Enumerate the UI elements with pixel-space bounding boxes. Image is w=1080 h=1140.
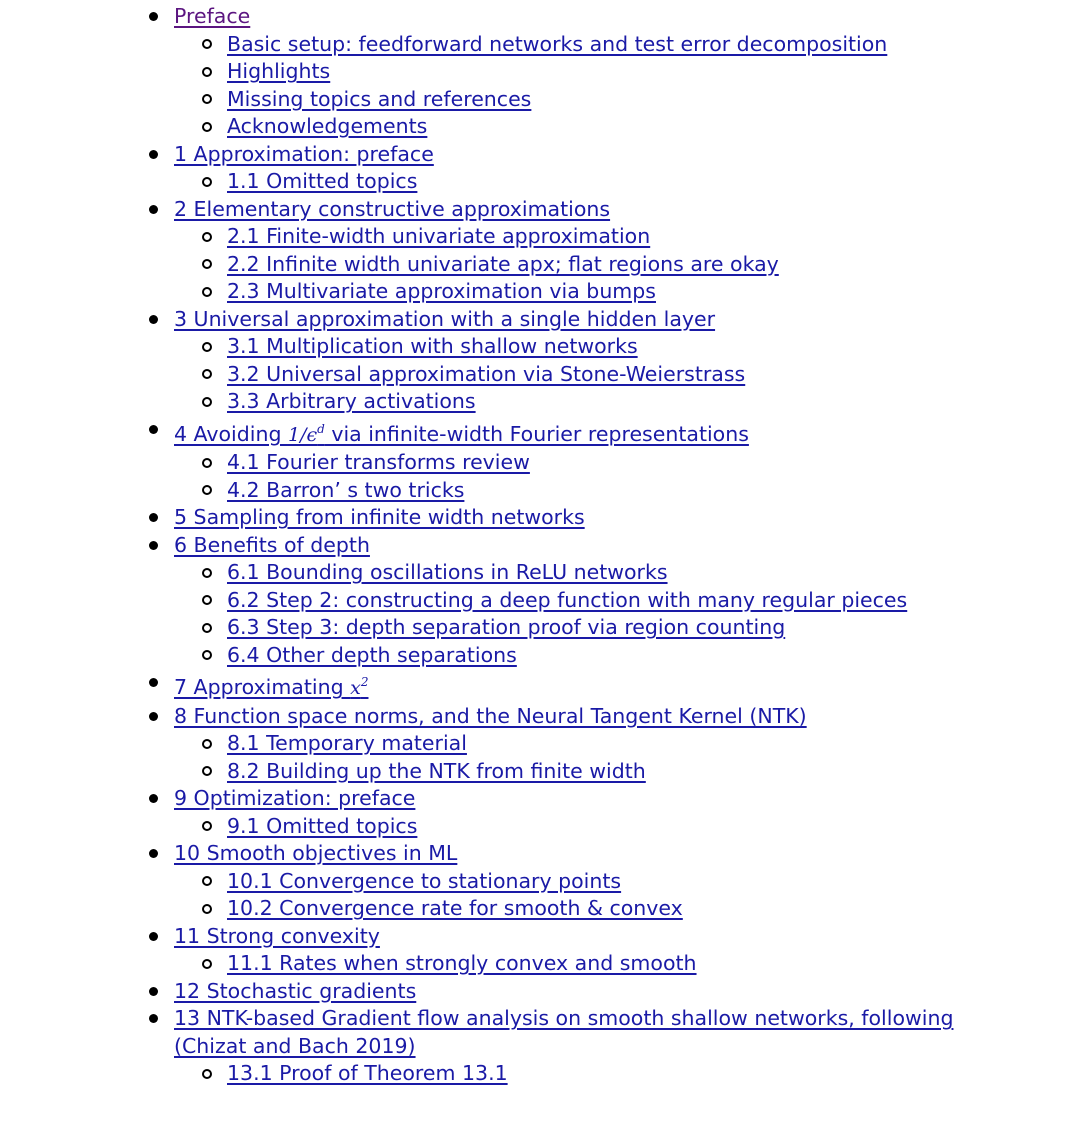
hollow-bullet-icon (202, 287, 212, 297)
math-superscript: d (317, 421, 325, 436)
toc-subsection-item (0, 113, 1000, 141)
filled-bullet-icon (149, 12, 158, 21)
hollow-bullet-icon (202, 568, 212, 578)
toc-section-5-link[interactable]: 5 Sampling from infinite width networks (174, 505, 585, 529)
toc-subsection-3-2-link[interactable]: 3.3 Arbitrary activations (227, 389, 476, 413)
hollow-bullet-icon (202, 485, 212, 495)
filled-bullet-icon (149, 513, 158, 522)
toc-section-item (0, 416, 1000, 450)
filled-bullet-icon (149, 1014, 158, 1023)
filled-bullet-icon (149, 425, 158, 434)
math-base: 1/ϵ (287, 423, 318, 446)
math-superscript: 2 (360, 675, 369, 689)
toc-subsection-4-1-link[interactable]: 4.2 Barron’ s two tricks (227, 477, 465, 502)
toc-subsection-10-1-link[interactable]: 10.2 Convergence rate for smooth & convex (227, 896, 683, 920)
toc-subsection-item (0, 477, 1000, 505)
toc-subsection-6-3-link[interactable]: 6.4 Other depth separations (227, 642, 517, 667)
toc-subsection-item (0, 1060, 1000, 1088)
hollow-bullet-icon (202, 94, 212, 104)
toc-subsection-2-2-link[interactable]: 2.3 Multivariate approximation via bumps (227, 279, 656, 303)
toc-subsection-item (0, 614, 1000, 642)
toc-subsection-9-0-link[interactable]: 9.1 Omitted topics (227, 813, 418, 838)
toc-link-text: 7 Approximating (174, 675, 351, 699)
toc-section-0-link[interactable]: Preface (174, 4, 251, 28)
hollow-bullet-icon (202, 177, 212, 187)
hollow-bullet-icon (202, 821, 212, 831)
toc-subsection-item (0, 449, 1000, 477)
toc-subsection-item (0, 587, 1000, 615)
hollow-bullet-icon (202, 232, 212, 242)
filled-bullet-icon (149, 849, 158, 858)
toc-subsection-8-0-link[interactable]: 8.1 Temporary material (227, 731, 467, 755)
filled-bullet-icon (149, 987, 158, 996)
toc-subsection-10-0-link[interactable]: 10.1 Convergence to stationary points (227, 868, 622, 893)
toc-subsection-item (0, 758, 1000, 786)
toc-subsection-item (0, 251, 1000, 279)
toc-subsection-13-0-link[interactable]: 13.1 Proof of Theorem 13.1 (227, 1061, 508, 1085)
filled-bullet-icon (149, 794, 158, 803)
hollow-bullet-icon (202, 342, 212, 352)
toc-section-item (0, 703, 1000, 731)
toc-subsection-item (0, 895, 1000, 923)
filled-bullet-icon (149, 541, 158, 550)
filled-bullet-icon (149, 678, 158, 687)
toc-subsection-item (0, 361, 1000, 389)
toc-subsection-item (0, 31, 1000, 59)
toc-subsection-0-1-link[interactable]: Highlights (227, 59, 331, 83)
toc-section-item (0, 785, 1000, 813)
toc-section-item (0, 3, 1000, 31)
filled-bullet-icon (149, 150, 158, 159)
hollow-bullet-icon (202, 67, 212, 77)
toc-section-item (0, 196, 1000, 224)
filled-bullet-icon (149, 315, 158, 324)
toc-subsection-item (0, 223, 1000, 251)
math-base: x (350, 677, 361, 699)
toc-subsection-0-2-link[interactable]: Missing topics and references (227, 86, 532, 111)
toc-section-item (0, 141, 1000, 169)
toc-subsection-item (0, 58, 1000, 86)
toc-link-text: 4 Avoiding (174, 421, 288, 446)
toc-section-13-link[interactable]: 13 NTK-based Gradient flow analysis on smooth shallow networks, following (Chizat and Bach 2019) (174, 1006, 954, 1058)
toc-section-item (0, 306, 1000, 334)
hollow-bullet-icon (202, 122, 212, 132)
hollow-bullet-icon (202, 458, 212, 468)
hollow-bullet-icon (202, 904, 212, 914)
toc-subsection-item (0, 868, 1000, 896)
toc-section-item (0, 978, 1000, 1006)
toc-subsection-item (0, 86, 1000, 114)
toc-list (0, 3, 1000, 1088)
toc-section-10-link[interactable]: 10 Smooth objectives in ML (174, 841, 458, 865)
toc-subsection-item (0, 333, 1000, 361)
table-of-contents (0, 3, 1000, 1088)
toc-subsection-6-0-link[interactable]: 6.1 Bounding oscillations in ReLU networks (227, 560, 668, 584)
toc-section-item (0, 923, 1000, 951)
hollow-bullet-icon (202, 369, 212, 379)
hollow-bullet-icon (202, 595, 212, 605)
toc-section-12-link[interactable]: 12 Stochastic gradients (174, 978, 417, 1003)
toc-subsection-item (0, 730, 1000, 758)
toc-subsection-item (0, 278, 1000, 306)
toc-subsection-item (0, 168, 1000, 196)
hollow-bullet-icon (202, 766, 212, 776)
inline-math (350, 677, 368, 699)
toc-subsection-6-2-link[interactable]: 6.3 Step 3: depth separation proof via region counting (227, 615, 786, 639)
toc-section-3-link[interactable]: 3 Universal approximation with a single hidden layer (174, 306, 716, 331)
hollow-bullet-icon (202, 259, 212, 269)
filled-bullet-icon (149, 932, 158, 941)
hollow-bullet-icon (202, 397, 212, 407)
toc-subsection-item (0, 642, 1000, 670)
toc-subsection-item (0, 559, 1000, 587)
toc-subsection-2-1-link[interactable]: 2.2 Infinite width univariate apx; flat regions are okay (227, 251, 779, 276)
toc-subsection-3-0-link[interactable]: 3.1 Multiplication with shallow networks (227, 334, 638, 358)
toc-link-text: via infinite-width Fourier representations (324, 421, 749, 446)
toc-section-7-link[interactable] (174, 675, 368, 699)
toc-subsection-2-0-link[interactable]: 2.1 Finite-width univariate approximation (227, 224, 651, 248)
toc-section-4-link[interactable] (174, 422, 749, 446)
toc-subsection-item (0, 388, 1000, 416)
toc-section-item (0, 504, 1000, 532)
toc-subsection-item (0, 813, 1000, 841)
hollow-bullet-icon (202, 623, 212, 633)
toc-section-6-link[interactable]: 6 Benefits of depth (174, 532, 370, 557)
toc-subsection-0-0-link[interactable]: Basic setup: feedforward networks and test error decomposition (227, 31, 888, 56)
filled-bullet-icon (149, 712, 158, 721)
toc-subsection-8-1-link[interactable]: 8.2 Building up the NTK from finite width (227, 758, 646, 783)
toc-subsection-11-0-link[interactable]: 11.1 Rates when strongly convex and smooth (227, 951, 697, 975)
toc-section-item (0, 669, 1000, 703)
toc-section-2-link[interactable]: 2 Elementary constructive approximations (174, 196, 611, 221)
toc-subsection-6-1-link[interactable]: 6.2 Step 2: constructing a deep function with many regular pieces (227, 587, 908, 612)
hollow-bullet-icon (202, 1069, 212, 1079)
toc-subsection-4-0-link[interactable]: 4.1 Fourier transforms review (227, 450, 530, 474)
toc-subsection-3-1-link[interactable]: 3.2 Universal approximation via Stone-Weierstrass (227, 361, 746, 386)
filled-bullet-icon (149, 205, 158, 214)
toc-section-item (0, 840, 1000, 868)
hollow-bullet-icon (202, 876, 212, 886)
toc-subsection-0-3-link[interactable]: Acknowledgements (227, 114, 428, 138)
hollow-bullet-icon (202, 959, 212, 969)
toc-section-9-link[interactable]: 9 Optimization: preface (174, 786, 416, 810)
hollow-bullet-icon (202, 39, 212, 49)
toc-section-1-link[interactable]: 1 Approximation: preface (174, 141, 434, 166)
hollow-bullet-icon (202, 650, 212, 660)
toc-subsection-1-0-link[interactable]: 1.1 Omitted topics (227, 169, 418, 193)
inline-math (287, 421, 325, 446)
hollow-bullet-icon (202, 739, 212, 749)
toc-section-8-link[interactable]: 8 Function space norms, and the Neural Tangent Kernel (NTK) (174, 703, 807, 728)
toc-section-item (0, 1005, 1000, 1060)
toc-subsection-item (0, 950, 1000, 978)
toc-section-11-link[interactable]: 11 Strong convexity (174, 923, 380, 948)
toc-section-item (0, 532, 1000, 560)
